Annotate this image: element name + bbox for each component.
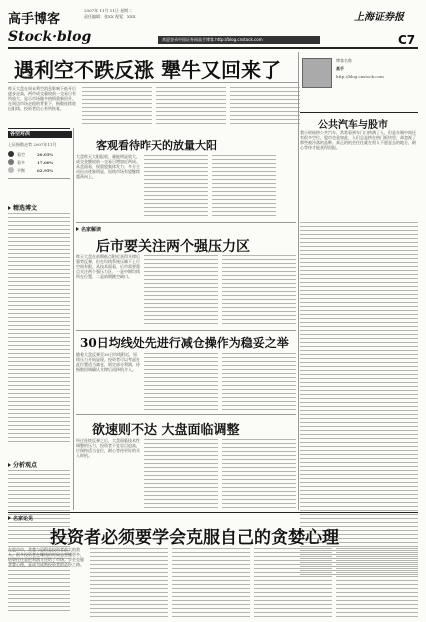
- index-row-1: [8, 150, 70, 158]
- author-name: 高手: [336, 66, 344, 71]
- article-5-label: 名家论见: [8, 515, 33, 522]
- dot-icon: [8, 167, 14, 173]
- author-url[interactable]: http://blog.cnstock.com: [336, 74, 384, 79]
- article-5-lines-a: [90, 548, 168, 620]
- lead-headline: 遇利空不跌反涨 犟牛又回来了: [14, 58, 281, 82]
- article-5-body: 在股市中，贪婪与恐惧是投资者最大的敌人。很多投资者在赚钱的时候总想赚更多，结果往往是把利润又还给了市场。学会克服贪婪心理，是成为成熟投资者的必经之路。: [8, 547, 84, 567]
- triangle-icon: [8, 206, 11, 210]
- author-avatar: [302, 58, 332, 88]
- index-value: 62.95%: [37, 167, 54, 173]
- lead-body-col4: [230, 87, 300, 127]
- section-name: Stock·blog: [8, 29, 92, 45]
- article-2-body: 昨天大盘在前期低点附近获得支撑后强势反弹，但在均线系统压制下上行空间有限。从技术面看，后市需要重点关注两个强压力区，一是中期均线所在位置，二是前期跳空缺口。: [76, 254, 140, 279]
- promo-title: 公共汽车与股市: [318, 120, 388, 131]
- sidebar-hot-label: 精选博文: [8, 203, 37, 212]
- triangle-icon: [8, 463, 11, 467]
- index-label: 看多: [17, 159, 25, 165]
- article-4-lines-a: [144, 439, 218, 511]
- article-2-lines-a: [144, 255, 218, 327]
- triangle-icon: [76, 227, 79, 231]
- article-5-lines-b: [172, 548, 250, 620]
- index-value: 20.05%: [37, 151, 54, 157]
- article-4-body: 经过连续反弹之后，大盘面临技术性调整的压力，投资者不宜盲目追高，应保持适当仓位，耐心等待更好的买入时机。: [76, 438, 140, 458]
- article-4-lines-b: [222, 439, 296, 511]
- page-number: C7: [398, 33, 416, 47]
- indices-date: 上证指数走势 2007年11月: [8, 142, 57, 147]
- article-1-body: 大盘昨天大阳报收，量能明显放大，成交金额较前一交易日增加近两成。从盘面看，权重股集体发力，多方主动出击迹象明显，短线市场有望继续震荡向上。: [76, 154, 140, 179]
- article-3-body: 随着大盘反弹至30日均线附近，短线压力开始显现。投资者可以考虑在此位置适当减仓，锁定部分利润，待指数回调确认支撑后再择机介入。: [76, 352, 140, 372]
- article-4-title: 欲速则不达 大盘面临调整: [92, 423, 240, 438]
- index-label: 看空: [17, 151, 25, 157]
- sidebar-hot-lines: [8, 213, 70, 445]
- indices-list: [8, 150, 70, 174]
- article-2-lines-b: [222, 255, 296, 327]
- article-2-label: 名家解读: [76, 226, 101, 233]
- article-1-title: 客观看待昨天的放量大阳: [96, 139, 217, 152]
- article-5-lines-d: [336, 548, 418, 620]
- article-5-lines-c: [254, 548, 332, 620]
- article-3-lines-a: [144, 353, 218, 413]
- promo-body: 我小时候挤公共汽车，常常看到车门口挤满了人，但是车厢中间还有很多空位。股市也是如此，人们总是挤在热门板块里，却忽视了那些被冷落的品种。真正的机会往往就在别人不愿意去的地方，耐心等待才能获得回报。: [300, 130, 416, 150]
- index-row-3: [8, 166, 70, 174]
- lead-body-col3: [156, 87, 226, 127]
- index-value: 17.00%: [37, 159, 54, 165]
- sidebar-view-label: 分析观点: [8, 460, 37, 469]
- dot-icon: [8, 151, 14, 157]
- author-label: 博客名称: [336, 58, 352, 63]
- lead-body-col2: [82, 87, 152, 127]
- article-3-title: 30日均线处先进行减仓操作为稳妥之举: [80, 336, 289, 350]
- article-5-title: 投资者必须要学会克服自己的贪婪心理: [50, 528, 339, 548]
- article-3-lines-b: [222, 353, 296, 413]
- editor-line: 责任编辑：张XX 视觉：XXX: [84, 14, 136, 19]
- brand-name: 高手博客: [8, 12, 61, 27]
- index-label: 平衡: [17, 167, 25, 173]
- date-line: 2007年 11月 11日 星期二: [84, 8, 133, 13]
- article-2-title: 后市要关注两个强压力区: [96, 239, 250, 255]
- website-banner: 欢迎登录中国证券网高手博客 http://blog.cnstock.com: [158, 36, 320, 44]
- dot-icon: [8, 159, 14, 165]
- triangle-icon: [8, 516, 11, 520]
- index-row-2: [8, 158, 70, 166]
- lead-body-col1: 昨天大盘在周末利空消息影响下低开后逐步走高，两市成交量较前一交易日有所放大，显示市场做多热情重新回升。在周边市场走稳的背景下，指数连续收出阳线，投资者信心有所恢复。: [8, 86, 76, 111]
- article-1-lines-b: [212, 155, 276, 219]
- paper-name: 上海证券报: [354, 12, 404, 23]
- article-1-lines-a: [144, 155, 208, 219]
- indices-title: 各空对决: [8, 131, 72, 138]
